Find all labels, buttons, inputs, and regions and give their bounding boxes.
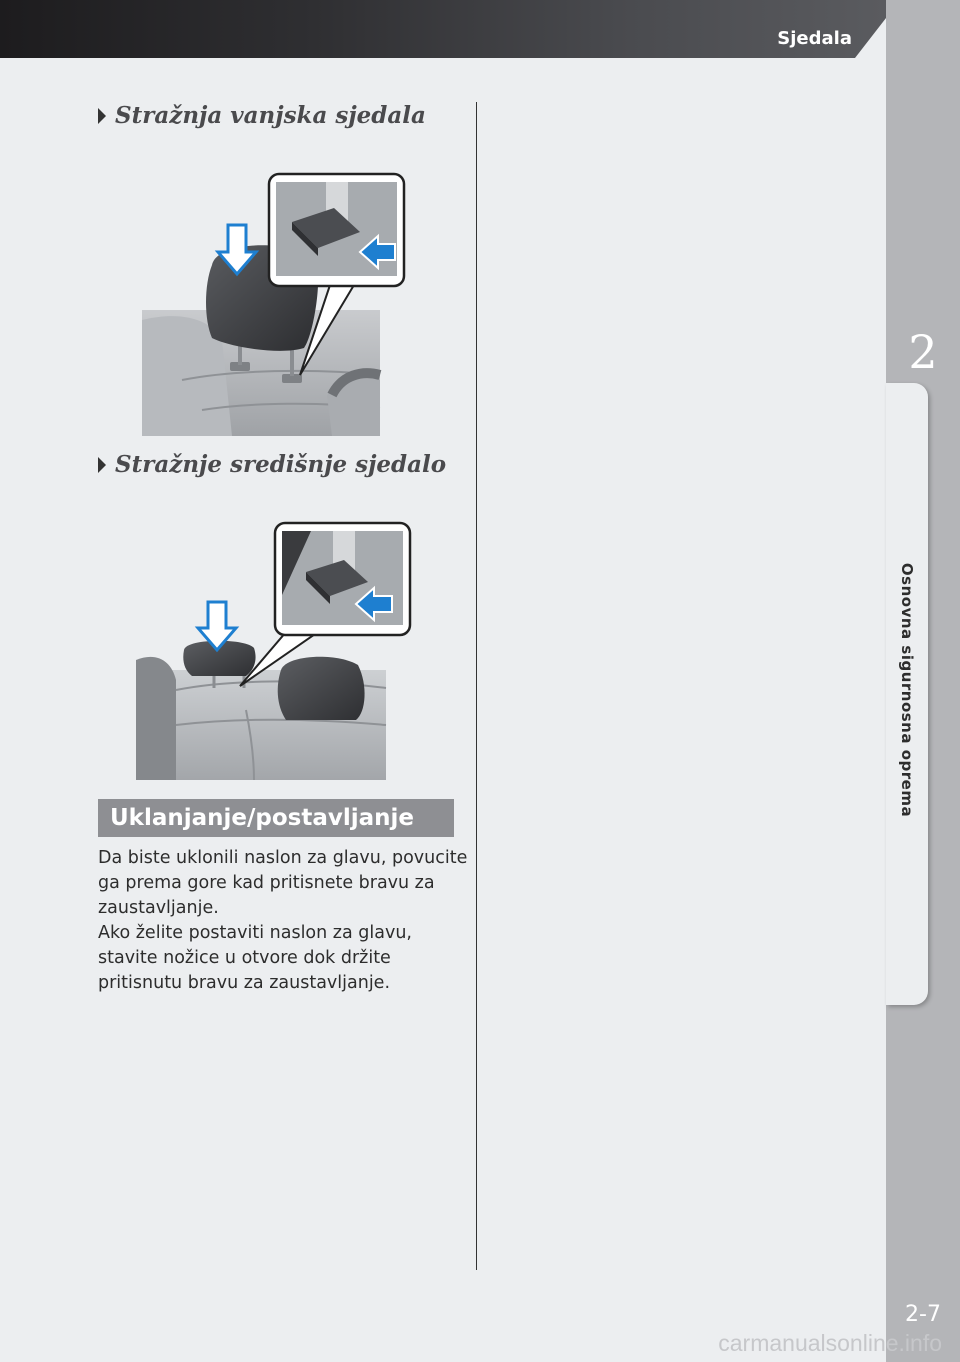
center-seat-heading-text: Stražnje središnje sjedalo [115,451,447,478]
page-number: 2-7 [905,1302,941,1327]
section-title: Sjedala [777,28,852,49]
outer-seats-heading-text: Stražnja vanjska sjedala [115,102,426,129]
body-text [98,846,468,996]
chapter-title: Osnovna sigurnosna oprema [898,562,916,818]
chapter-number: 2 [908,325,938,379]
center-seat-heading [98,451,446,478]
heading-marker-icon [98,108,106,124]
outer-seat-headrest-illustration [142,170,408,438]
column-divider [476,102,477,1270]
paragraph-install: Ako želite postaviti naslon za glavu, stavite nožice u otvore dok držite pritisnutu bravu za zaustavljanje. [98,923,412,993]
heading-marker-icon [98,457,106,473]
watermark: carmanualsonline.info [718,1330,942,1356]
header-bar [0,0,900,58]
center-seat-headrest-illustration [136,520,412,782]
section-heading: Uklanjanje/postavljanje [98,799,454,837]
outer-seats-heading [98,102,426,129]
paragraph-remove: Da biste uklonili naslon za glavu, povucite ga prema gore kad pritisnete bravu za zaustavljanje. [98,848,468,918]
